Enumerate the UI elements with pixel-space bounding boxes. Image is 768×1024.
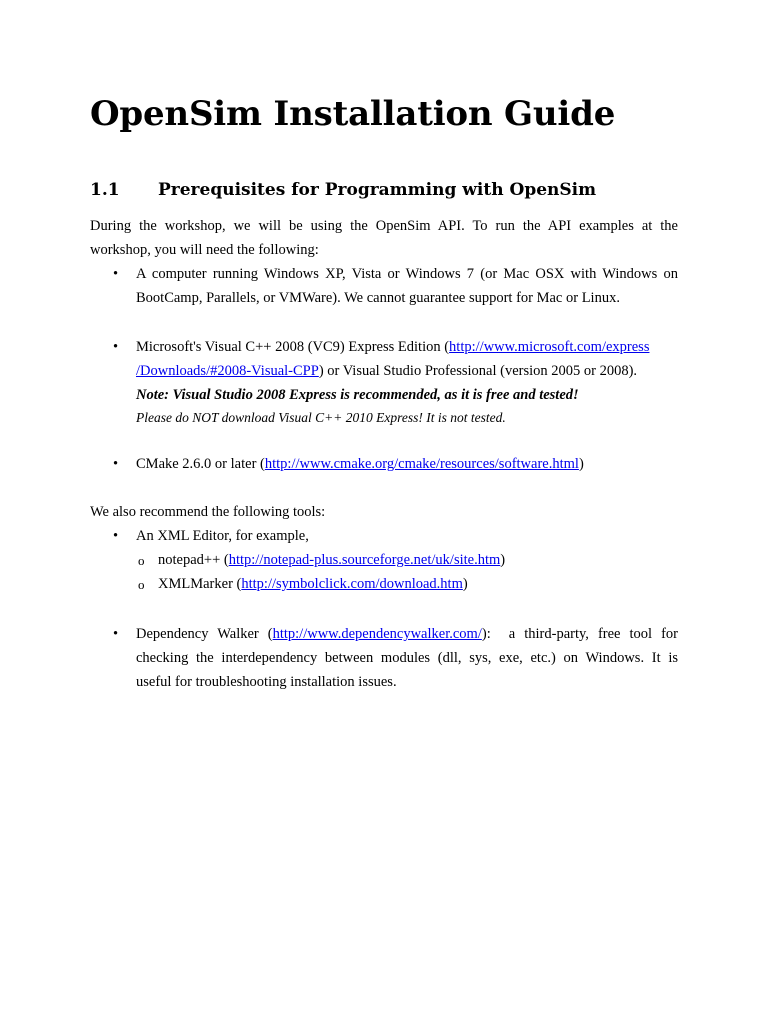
item-line: A computer running Windows XP, Vista or Windows 7 (or Mac OSX with Windows on	[136, 266, 678, 282]
item-line	[136, 622, 678, 646]
bullet-icon: •	[113, 339, 119, 355]
sub-item-notepad	[158, 548, 678, 572]
recommendation-note: Note: Visual Studio 2008 Express is recommended, as it is free and tested!	[136, 387, 579, 403]
list-item-dependency-walker	[136, 622, 678, 694]
list-item-cmake	[136, 452, 678, 476]
item-text: ) or Visual Studio Professional (version 2005 or 2008).	[318, 363, 638, 379]
item-text: XMLMarker (	[158, 576, 242, 592]
item-line: BootCamp, Parallels, or VMWare). We cannot guarantee support for Mac or Linux.	[136, 290, 620, 306]
item-text: Microsoft's Visual C++ 2008 (VC9) Express Edition (	[136, 339, 450, 355]
list-item-visual-cpp	[136, 335, 678, 429]
intro-line: workshop, you will need the following:	[90, 242, 319, 258]
intro-line: During the workshop, we will be using the OpenSim API. To run the API examples at the	[90, 218, 678, 234]
list-item-computer	[136, 262, 678, 310]
cmake-link[interactable]: http://www.cmake.org/cmake/resources/software.html	[264, 456, 579, 472]
section-title: Prerequisites for Programming with OpenSim	[158, 180, 597, 200]
warning-note: Please do NOT download Visual C++ 2010 Express! It is not tested.	[136, 410, 506, 425]
item-line: useful for troubleshooting installation issues.	[136, 674, 397, 690]
intro-paragraph	[90, 214, 678, 262]
item-line	[136, 335, 678, 359]
sub-bullet-icon: o	[138, 577, 145, 592]
notepad-link[interactable]: http://notepad-plus.sourceforge.net/uk/site.htm	[228, 552, 501, 568]
visual-cpp-link-continued[interactable]: /Downloads/#2008-Visual-CPP	[136, 363, 319, 379]
tools-intro: We also recommend the following tools:	[90, 504, 326, 520]
item-text: )	[462, 576, 468, 592]
visual-cpp-link[interactable]: http://www.microsoft.com/express	[449, 339, 650, 355]
list-item-xml-editor: An XML Editor, for example,	[136, 528, 309, 544]
item-text: )	[500, 552, 506, 568]
section-number: 1.1	[90, 180, 120, 200]
item-text: )	[578, 456, 584, 472]
sub-item-xmlmarker	[158, 572, 678, 596]
item-text: ): a third-party, free tool for	[481, 626, 678, 642]
sub-bullet-icon: o	[138, 553, 145, 568]
item-line	[136, 359, 678, 383]
xmlmarker-link[interactable]: http://symbolclick.com/download.htm	[241, 576, 463, 592]
bullet-icon: •	[113, 266, 119, 282]
item-line: checking the interdependency between modules (dll, sys, exe, etc.) on Windows. It is	[136, 650, 678, 666]
item-text: Dependency Walker (	[136, 626, 273, 642]
item-line	[136, 452, 678, 476]
section-heading	[90, 178, 690, 202]
item-text: notepad++ (	[158, 552, 229, 568]
page-title: OpenSim Installation Guide	[90, 94, 616, 134]
item-text: CMake 2.6.0 or later (	[136, 456, 265, 472]
bullet-icon: •	[113, 456, 119, 472]
bullet-icon: •	[113, 626, 119, 642]
dependency-walker-link[interactable]: http://www.dependencywalker.com/	[272, 626, 482, 642]
bullet-icon: •	[113, 528, 119, 544]
